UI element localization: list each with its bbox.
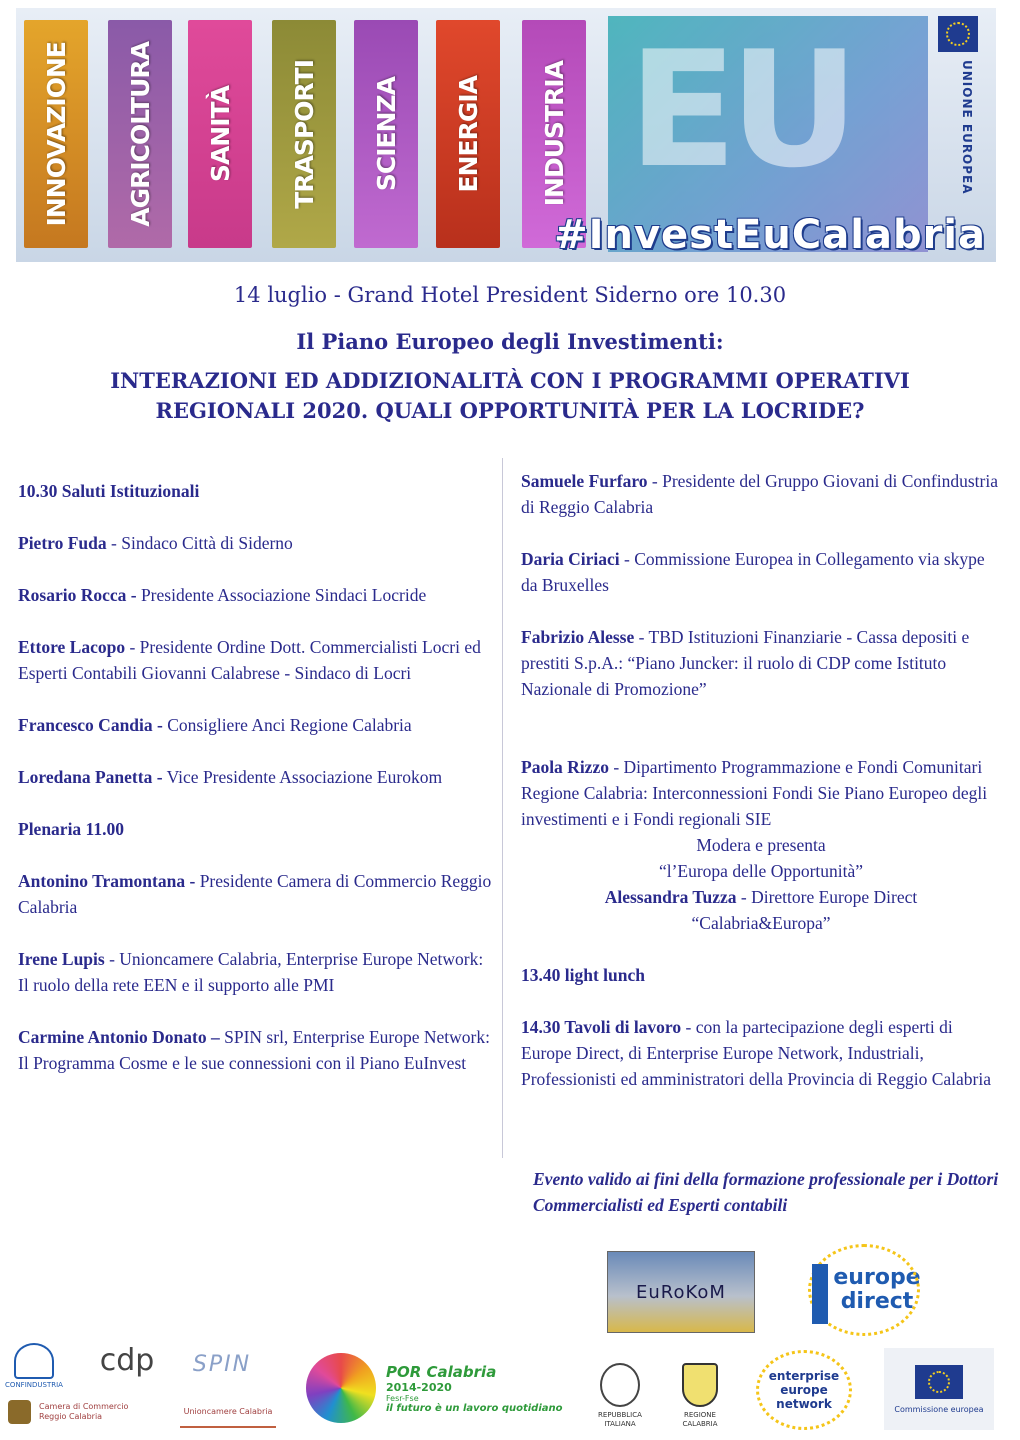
confindustria-label: CONFINDUSTRIA <box>5 1381 63 1389</box>
theme-strip <box>24 20 88 248</box>
een-label: enterprise europe network <box>768 1369 840 1411</box>
eu-label: UNIONE EUROPEA <box>960 60 974 195</box>
hashtag: #InvestEuCalabria <box>554 212 986 258</box>
column-divider <box>502 458 503 1158</box>
speaker-name: Carmine Antonio Donato – <box>18 1027 220 1047</box>
eu-flag-icon <box>938 16 978 52</box>
theme-label: TRASPORTI <box>289 59 319 209</box>
por-title: POR Calabria <box>386 1362 497 1381</box>
por-motto: il futuro è un lavoro quotidiano <box>386 1402 563 1414</box>
por-flower-icon <box>306 1353 376 1423</box>
moderator-intro: Modera e presenta <box>696 835 826 855</box>
speaker-role: SPIN srl, Enterprise Europe Network: Il Programma Cosme e le sue connessioni con il Piano EuInvest <box>18 1027 490 1073</box>
speaker-role: - Dipartimento Programmazione e Fondi Comunitari Regione Calabria: Interconnessioni Fondi Sie Piano Europeo degli investimenti e i Fondi regionali SIE <box>521 757 988 829</box>
cdp-label: cdp <box>99 1342 155 1378</box>
accreditation-note: Evento valido ai fini della formazione professionale per i Dottori Commercialisti ed Esperti contabili <box>533 1169 999 1215</box>
moderator-block <box>521 832 1001 936</box>
program-entry <box>18 634 498 686</box>
program-entry <box>18 946 498 998</box>
program-entry <box>521 962 1001 988</box>
session-description: - con la partecipazione degli esperti di Europe Direct, di Enterprise Europe Network, Industriali, Professionisti ed amministratori della Provincia di Reggio Calabria <box>521 1017 991 1089</box>
eu-letters-graphic: EU <box>628 16 852 203</box>
por-calabria-logo <box>306 1350 580 1426</box>
theme-label: AGRICOLTURA <box>125 41 155 227</box>
header-banner <box>16 8 996 262</box>
regione-label: REGIONE CALABRIA <box>682 1411 718 1428</box>
repubblica-label: REPUBBLICA ITALIANA <box>598 1411 642 1428</box>
session-heading: 14.30 Tavoli di lavoro <box>521 1017 682 1037</box>
europe-direct-logo <box>808 1244 920 1336</box>
cdp-logo <box>86 1338 168 1382</box>
session-heading: 13.40 light lunch <box>521 965 645 985</box>
speaker-name: Francesco Candia - <box>18 715 163 735</box>
moderator-name: Alessandra Tuzza <box>604 887 737 907</box>
program-entry <box>18 816 498 842</box>
theme-label: INDUSTRIA <box>539 61 569 207</box>
eurokom-logo <box>607 1251 755 1333</box>
program-entry <box>18 530 498 556</box>
theme-strip <box>354 20 418 248</box>
program-entry <box>521 546 1001 598</box>
regione-calabria-logo <box>674 1356 726 1436</box>
program-right-column <box>521 468 1001 1118</box>
moderator-office: “Calabria&Europa” <box>691 913 831 933</box>
moderator-program: “l’Europa delle Opportunità” <box>658 861 864 881</box>
speaker-role: - Presidente Ordine Dott. Commercialisti Locri ed Esperti Contabili Giovanni Calabrese - Sindaco di Locri <box>18 637 481 683</box>
event-subtitle: INTERAZIONI ED ADDIZIONALITÀ CON I PROGRAMMI OPERATIVI REGIONALI 2020. QUALI OPPORTUNITÀ PER LA LOCRIDE? <box>110 368 910 423</box>
moderator-line <box>521 884 1001 910</box>
speaker-role: Presidente Associazione Sindaci Locride <box>136 585 427 605</box>
speaker-name: Pietro Fuda <box>18 533 107 553</box>
camera-label: Camera di Commercio Reggio Calabria <box>39 1402 129 1421</box>
theme-strip <box>272 20 336 248</box>
camera-commercio-logo <box>8 1396 158 1428</box>
theme-label: INNOVAZIONE <box>41 41 71 227</box>
program-entry <box>18 478 498 504</box>
por-fund: Fesr-Fse <box>386 1393 419 1403</box>
speaker-role: - TBD Istituzioni Finanziarie - Cassa depositi e prestiti S.p.A.: “Piano Juncker: il ruolo di CDP come Istituto Nazionale di Promozione” <box>521 627 970 699</box>
speaker-name: Fabrizio Alesse <box>521 627 635 647</box>
unioncamere-label: Unioncamere Calabria <box>183 1407 273 1416</box>
program-entry <box>18 712 498 738</box>
speaker-role: Vice Presidente Associazione Eurokom <box>162 767 443 787</box>
program-entry <box>18 764 498 790</box>
speaker-role: - Commissione Europea in Collegamento via skype da Bruxelles <box>521 549 985 595</box>
european-commission-logo <box>884 1348 994 1430</box>
eurokom-label: EuRoKoM <box>636 1281 726 1303</box>
speaker-name: 10.30 Saluti Istituzionali <box>18 481 200 501</box>
speaker-role: Consigliere Anci Regione Calabria <box>162 715 412 735</box>
session-heading: Plenaria 11.00 <box>18 819 124 839</box>
unioncamere-logo <box>180 1398 276 1428</box>
speaker-name: Daria Ciriaci <box>521 549 620 569</box>
theme-label: SCIENZA <box>371 76 401 192</box>
program-entry <box>521 468 1001 520</box>
spin-label: SPIN <box>192 1351 252 1377</box>
theme-strip <box>436 20 500 248</box>
theme-label: SANITÀ <box>205 85 235 183</box>
speaker-role: Presidente Camera di Commercio Reggio Calabria <box>18 871 492 917</box>
event-title: Il Piano Europeo degli Investimenti: <box>296 329 724 354</box>
event-date-venue: 14 luglio - Grand Hotel President Siderno ore 10.30 <box>233 283 787 307</box>
speaker-role: - Unioncamere Calabria, Enterprise Europe Network: Il ruolo della rete EEN e il supporto alle PMI <box>18 949 484 995</box>
commission-label: Commissione europea <box>894 1404 984 1414</box>
theme-label: ENERGIA <box>453 75 483 193</box>
program-entry <box>18 868 498 920</box>
speaker-name: Loredana Panetta - <box>18 767 163 787</box>
program-entry <box>521 624 1001 702</box>
speaker-name: Samuele Furfaro <box>521 471 648 491</box>
program-entry <box>18 582 498 608</box>
speaker-name: Paola Rizzo <box>521 757 609 777</box>
por-years: 2014-2020 <box>386 1380 452 1394</box>
speaker-name: Irene Lupis <box>18 949 105 969</box>
spin-logo <box>178 1350 266 1378</box>
theme-strip <box>108 20 172 248</box>
program-entry <box>521 1014 1001 1092</box>
moderator-role: - Direttore Europe Direct <box>736 887 918 907</box>
program-entry <box>18 1024 498 1076</box>
europe-direct-line1: europe <box>833 1265 921 1290</box>
speaker-role: - Sindaco Città di Siderno <box>106 533 293 553</box>
speaker-name: Antonino Tramontana - <box>18 871 196 891</box>
speaker-name: Ettore Lacopo <box>18 637 126 657</box>
program-left-column <box>18 478 498 1102</box>
speaker-role: - Presidente del Gruppo Giovani di Confindustria di Reggio Calabria <box>521 471 998 517</box>
theme-strip <box>188 20 252 248</box>
confindustria-logo <box>5 1336 63 1396</box>
europe-direct-line2: direct <box>840 1289 914 1314</box>
speaker-name: Rosario Rocca - <box>18 585 137 605</box>
repubblica-italiana-logo <box>594 1356 646 1436</box>
enterprise-europe-network-logo <box>756 1350 852 1430</box>
eu-flag-icon <box>915 1365 963 1399</box>
program-entry <box>521 754 1001 832</box>
